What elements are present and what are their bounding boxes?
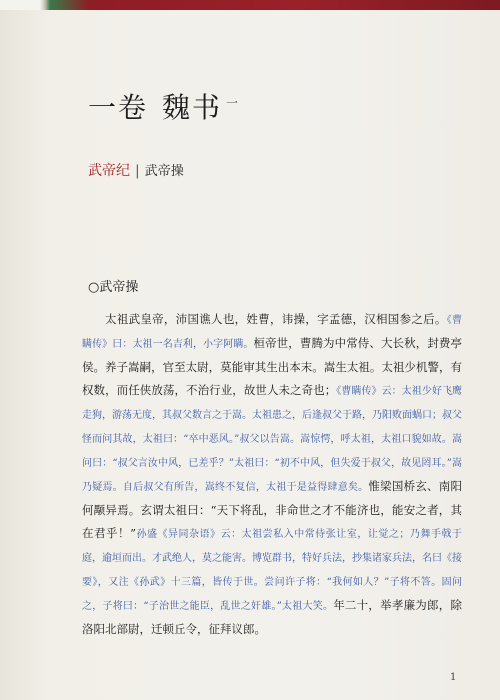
- annotation-segment: 《曹瞒传》曰：太祖一名吉利，小字阿瞒。: [82, 315, 463, 350]
- text-segment: 年二十，举孝廉为郎，除洛阳北部尉，迁顿丘令，征拜议郎。: [82, 598, 462, 636]
- chapter-subtitle: 武帝操: [144, 164, 184, 179]
- body-text: [82, 308, 462, 641]
- page-number: 1: [450, 672, 457, 683]
- text-segment: 惟梁国桥玄、南阳何颙异焉。玄谓太祖曰：“天下将乱，非命世之才不能济也，能安之者，其在君乎！”: [82, 479, 463, 540]
- chapter-divider: |: [135, 163, 140, 179]
- book-page: [52, 10, 472, 700]
- text-segment: 桓帝世，曹腾为中常侍、大长秋，封费亭侯。养子嵩嗣，官至太尉，莫能审其生出本末。嵩生太祖。太祖少机警，有权数，而任侠放荡，不治行业，故世人未之奇也；: [82, 336, 462, 397]
- book-cover-edge: [0, 0, 500, 10]
- volume-title: [88, 86, 240, 126]
- volume-number: 一卷: [88, 91, 149, 124]
- book-title: 魏书: [162, 91, 223, 124]
- volume-title-mark: 一: [226, 95, 241, 110]
- chapter-name: 武帝纪: [88, 163, 130, 179]
- section-heading: ○武帝操: [88, 280, 139, 295]
- chapter-heading: [88, 160, 184, 180]
- annotation-segment: 《曹瞒传》云：太祖少好飞鹰走狗，游荡无度，其叔父数言之于嵩。太祖患之，后逢叔父于路，乃阳败面蜗口；叔父怪而问其故，太祖曰：“卒中恶风。”叔父以告嵩。嵩惊愕，呼太祖，太祖口貌如故。嵩问曰：“叔父言汝中风，已差乎？”太祖曰：“初不中风，但失爱于叔父，故见罔耳。”嵩乃疑焉。自后叔父有所告，嵩终不复信，太祖于是益得肆意矣。: [82, 386, 462, 493]
- annotation-segment: 孙盛《异同杂语》云：太祖尝私入中常侍张让室，让觉之；乃舞手戟于庭，逾垣而出。才武绝人，莫之能害。博览群书，特好兵法，抄集诸家兵法，名曰《接要》，又注《孙武》十三篇，皆传于世。尝问许子将：“我何如人？”子将不答。固问之，子将曰：“子治世之能臣，乱世之奸雄。”太祖大笑。: [82, 529, 462, 612]
- text-segment: 太祖武皇帝，沛国谯人也，姓曹，讳操，字孟德，汉相国参之后。: [105, 312, 447, 326]
